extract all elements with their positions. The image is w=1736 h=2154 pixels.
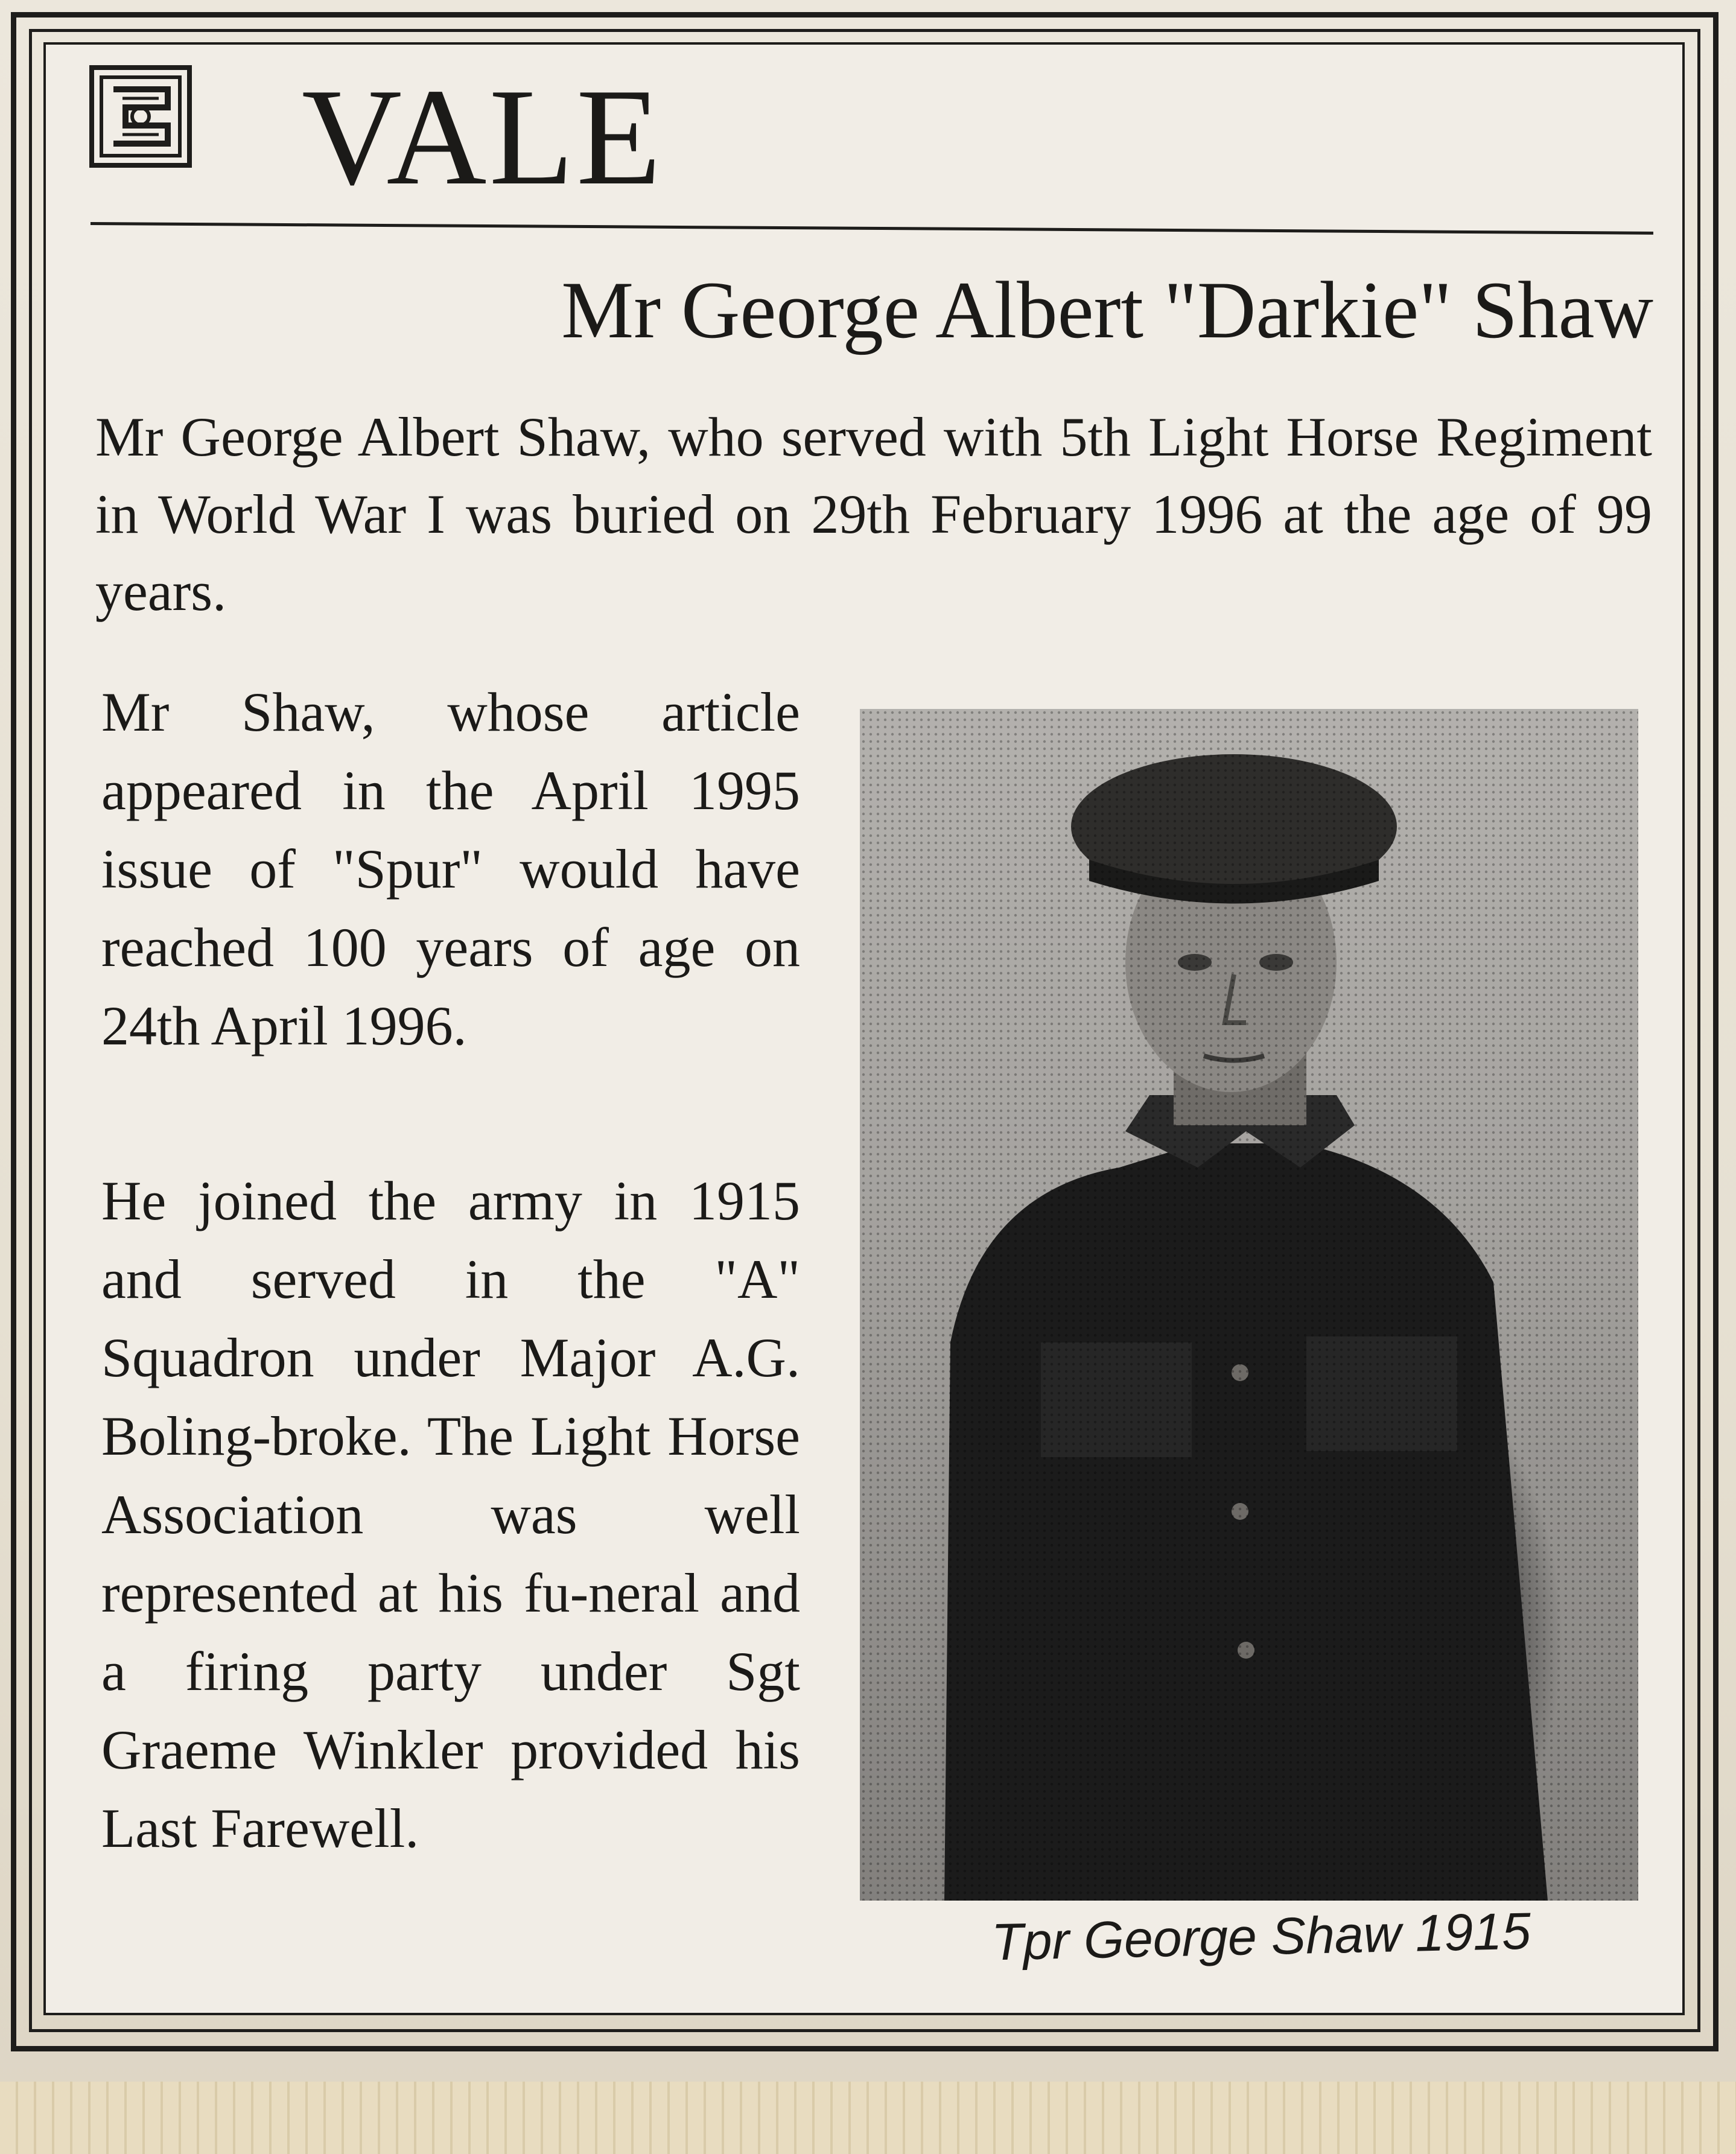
article-headline: Mr George Albert "Darkie" Shaw bbox=[561, 265, 1653, 355]
photo-caption: Tpr George Shaw 1915 bbox=[991, 1902, 1531, 1972]
intro-paragraph: Mr George Albert Shaw, who served with 5th Light Horse Regiment in World War I was buried on 29th February 1996 at the age of 99 years. bbox=[95, 406, 1652, 622]
emblem-icon bbox=[89, 65, 192, 168]
portrait-photo bbox=[860, 709, 1638, 1901]
body-paragraph-1: Mr Shaw, whose article appeared in the April 1995 issue of "Spur" would have reached 100 years of age on 24th April 1996. bbox=[101, 681, 800, 1056]
backing-strip bbox=[0, 2082, 1736, 2154]
body-paragraph-2: He joined the army in 1915 and served in the "A" Squadron under Major A.G. Boling-broke. The Light Horse Association was well represented at his fu-neral and a firing party under Sgt Graeme Winkler provided his Last Farewell. bbox=[101, 1170, 800, 1859]
section-title: VALE bbox=[302, 60, 664, 214]
